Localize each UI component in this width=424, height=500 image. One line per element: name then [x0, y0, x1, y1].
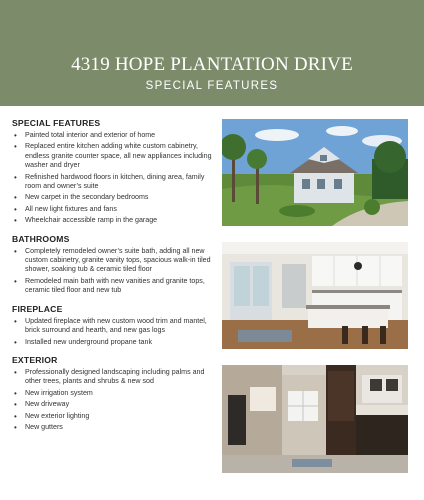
list-item: • Refinished hardwood floors in kitchen, dining area, family room and owner’s suite — [12, 173, 217, 192]
list-item: • New exterior lighting — [12, 412, 217, 421]
list-item: • Painted total interior and exterior of home — [12, 131, 217, 140]
bathroom-photo — [222, 365, 408, 473]
list-item: • Completely remodeled owner’s suite bath, adding all new custom cabinetry, granite vanity tops, spacious walk-in tiled shower, soaking tub & ceramic tiled floor — [12, 247, 217, 275]
house-exterior-photo — [222, 119, 408, 226]
list-item: • New gutters — [12, 423, 217, 432]
section-heading: EXTERIOR — [12, 354, 58, 365]
feature-list — [12, 317, 217, 347]
list-item: • New driveway — [12, 400, 217, 409]
list-item: • Updated fireplace with new custom wood trim and mantel, brick surround and hearth, and new gas logs — [12, 317, 217, 336]
list-item: • Replaced entire kitchen adding white custom cabinetry, endless granite counter space, all new appliances including washer and dryer — [12, 142, 217, 170]
header-banner — [0, 0, 424, 106]
list-item: • New carpet in the secondary bedrooms — [12, 193, 217, 202]
list-item: • Professionally designed landscaping including palms and other trees, plants and shrubs & new sod — [12, 368, 217, 387]
section-heading: FIREPLACE — [12, 303, 63, 314]
features-column — [12, 118, 217, 440]
section-fireplace — [12, 304, 217, 347]
section-heading: BATHROOMS — [12, 233, 70, 244]
list-item: • All new light fixtures and fans — [12, 205, 217, 214]
section-special-features — [12, 118, 217, 226]
page-title: 4319 HOPE PLANTATION DRIVE — [71, 54, 353, 75]
section-exterior — [12, 355, 217, 432]
section-bathrooms — [12, 234, 217, 296]
feature-list — [12, 131, 217, 226]
list-item: • Remodeled main bath with new vanities and granite tops, ceramic tiled floor and new tub — [12, 277, 217, 296]
feature-list — [12, 247, 217, 296]
page-subtitle: SPECIAL FEATURES — [145, 80, 279, 92]
kitchen-photo — [222, 242, 408, 349]
section-heading: SPECIAL FEATURES — [12, 118, 101, 128]
list-item: • Wheelchair accessible ramp in the garage — [12, 216, 217, 225]
list-item: • Installed new underground propane tank — [12, 338, 217, 347]
feature-list — [12, 368, 217, 432]
list-item: • New irrigation system — [12, 389, 217, 398]
